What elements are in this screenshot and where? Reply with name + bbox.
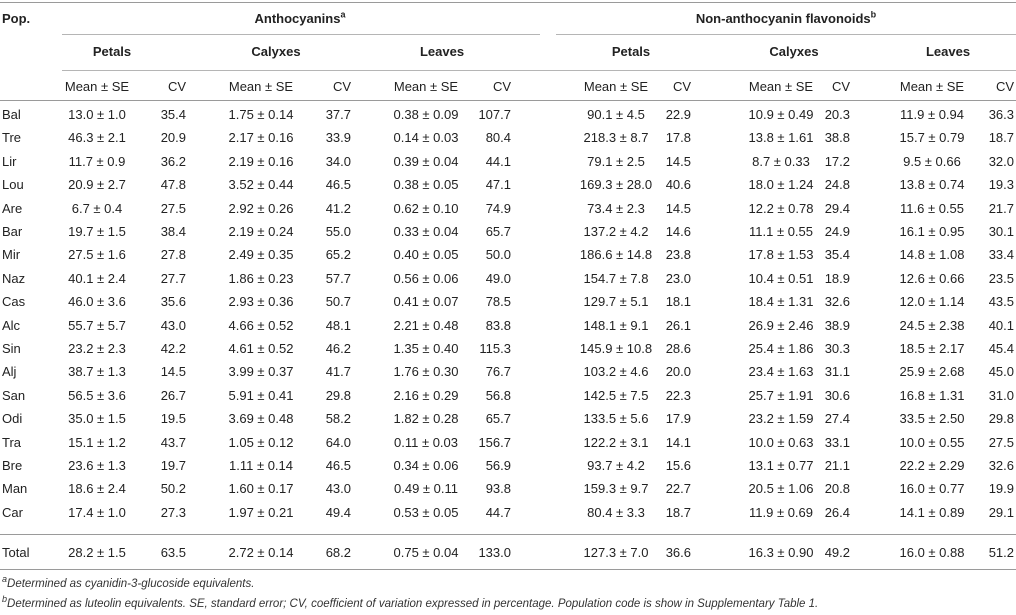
mean-se-value: 23.2 ± 2.3 [68,341,126,356]
stat-header-mean: Mean ± SE [393,79,459,94]
mean-se-value: 17.4 ± 1.0 [68,504,126,520]
cv-value: 65.7 [485,411,511,427]
cv-value: 42.2 [160,341,186,356]
mean-se-value: 90.1 ± 4.5 [587,107,645,122]
mean-se-value: 12.6 ± 0.66 [899,270,965,286]
cv-value: 32.6 [988,458,1014,473]
total-rule [0,534,1016,535]
population-code: Sin [2,341,21,356]
mean-se-value: 0.62 ± 0.10 [393,200,459,216]
mean-se-value: 0.39 ± 0.04 [393,153,459,169]
mean-se-value: 2.92 ± 0.26 [228,200,294,216]
population-code: Naz [2,270,26,286]
mean-se-value: 14.8 ± 1.08 [899,247,965,263]
population-code: Mir [2,247,21,263]
mean-se-value: 4.66 ± 0.52 [228,317,294,333]
mean-se-value: 6.7 ± 0.4 [71,200,123,216]
population-code: Tre [2,130,22,146]
mean-se-value: 1.35 ± 0.40 [393,341,459,356]
mean-se-value: 0.38 ± 0.05 [393,177,459,193]
mean-se-value: 11.7 ± 0.9 [68,153,126,169]
mean-se-value: 35.0 ± 1.5 [68,411,126,427]
cv-value: 46.5 [325,177,351,193]
mean-se-value: 218.3 ± 8.7 [583,130,649,146]
mean-se-value: 5.91 ± 0.41 [228,387,294,403]
cv-value: 14.5 [665,153,691,169]
mean-se-value: 1.11 ± 0.14 [229,458,293,473]
total-cv-value: 36.6 [665,545,691,560]
header-bottom-rule [0,100,1016,101]
cv-value: 20.9 [160,130,186,146]
cv-value: 58.2 [325,411,351,427]
mean-se-value: 10.0 ± 0.55 [899,434,965,450]
mean-se-value: 129.7 ± 5.1 [583,294,649,310]
mean-se-value: 103.2 ± 4.6 [583,364,649,380]
stat-header-cv: CV [831,79,850,94]
stat-header-cv: CV [167,79,186,94]
mean-se-value: 13.8 ± 0.74 [899,177,965,193]
mean-se-value: 0.56 ± 0.06 [393,270,459,286]
mean-se-value: 13.8 ± 1.61 [748,130,814,146]
stat-header-cv: CV [672,79,691,94]
cv-value: 43.5 [988,294,1014,310]
population-code: Tra [2,434,22,450]
cv-value: 18.7 [665,504,691,520]
tissue-header: Leaves [925,44,971,59]
mean-se-value: 24.5 ± 2.38 [899,317,965,333]
cv-value: 27.3 [160,504,186,520]
population-code: Are [2,200,23,216]
mean-se-value: 142.5 ± 7.5 [583,387,649,403]
population-code: San [2,387,26,403]
mean-se-value: 133.5 ± 5.6 [583,411,649,427]
mean-se-value: 16.8 ± 1.31 [899,387,965,403]
cv-value: 74.9 [485,200,511,216]
mean-se-value: 0.41 ± 0.07 [393,294,459,310]
cv-value: 31.1 [824,364,850,380]
total-cv-value: 49.2 [824,545,850,560]
cv-value: 50.7 [325,294,351,310]
total-mean-se-value: 16.0 ± 0.88 [899,545,965,560]
mean-se-value: 159.3 ± 9.7 [583,481,649,497]
cv-value: 46.2 [325,341,351,356]
group-rule-anthocyanins [62,34,540,35]
cv-value: 23.8 [665,247,691,263]
stat-header-mean: Mean ± SE [583,79,649,94]
mean-se-value: 1.86 ± 0.23 [228,270,294,286]
mean-se-value: 11.6 ± 0.55 [900,200,964,216]
cv-value: 32.0 [988,153,1014,169]
mean-se-value: 2.17 ± 0.16 [228,130,294,146]
cv-value: 48.1 [325,317,351,333]
mean-se-value: 40.1 ± 2.4 [68,270,126,286]
cv-value: 27.4 [824,411,850,427]
population-code: Bre [2,458,23,473]
mean-se-value: 4.61 ± 0.52 [228,341,294,356]
cv-value: 65.2 [325,247,351,263]
mean-se-value: 137.2 ± 4.2 [583,224,649,239]
cv-value: 40.6 [665,177,691,193]
cv-value: 57.7 [325,270,351,286]
total-cv-value: 63.5 [160,545,186,560]
tissue-rule [62,70,1016,71]
cv-value: 41.7 [325,364,351,380]
total-cv-value: 133.0 [478,545,511,560]
cv-value: 26.4 [824,504,850,520]
mean-se-value: 16.1 ± 0.95 [899,224,965,239]
cv-value: 20.3 [824,107,850,122]
cv-value: 56.9 [485,458,511,473]
cv-value: 156.7 [478,434,511,450]
mean-se-value: 0.40 ± 0.05 [393,247,459,263]
mean-se-value: 56.5 ± 3.6 [68,387,126,403]
cv-value: 46.5 [325,458,351,473]
tissue-header: Petals [92,44,132,59]
mean-se-value: 3.99 ± 0.37 [228,364,294,380]
cv-value: 35.4 [824,247,850,263]
cv-value: 49.4 [325,504,351,520]
cv-value: 29.8 [325,387,351,403]
cv-value: 19.7 [160,458,186,473]
cv-value: 22.7 [665,481,691,497]
population-code: Man [2,481,28,497]
cv-value: 23.0 [665,270,691,286]
total-mean-se-value: 28.2 ± 1.5 [68,545,126,560]
mean-se-value: 38.7 ± 1.3 [68,364,126,380]
mean-se-value: 16.0 ± 0.77 [899,481,965,497]
cv-value: 49.0 [485,270,511,286]
cv-value: 107.7 [478,107,511,122]
cv-value: 24.8 [824,177,850,193]
cv-value: 29.8 [988,411,1014,427]
cv-value: 43.7 [160,434,186,450]
cv-value: 26.7 [160,387,186,403]
cv-value: 15.6 [665,458,691,473]
cv-value: 21.7 [988,200,1014,216]
mean-se-value: 1.76 ± 0.30 [393,364,459,380]
mean-se-value: 122.2 ± 3.1 [583,434,649,450]
total-mean-se-value: 127.3 ± 7.0 [583,545,649,560]
population-code: Car [2,504,23,520]
mean-se-value: 12.2 ± 0.78 [748,200,814,216]
cv-value: 65.7 [485,224,511,239]
cv-value: 18.9 [824,270,850,286]
cv-value: 93.8 [485,481,511,497]
cv-value: 56.8 [485,387,511,403]
population-code: Bal [2,107,21,122]
mean-se-value: 11.1 ± 0.55 [749,224,813,239]
mean-se-value: 93.7 ± 4.2 [587,458,645,473]
population-code: Odi [2,411,23,427]
mean-se-value: 20.9 ± 2.7 [68,177,126,193]
mean-se-value: 11.9 ± 0.69 [749,504,813,520]
cv-value: 20.0 [665,364,691,380]
mean-se-value: 46.3 ± 2.1 [68,130,126,146]
cv-value: 45.0 [988,364,1014,380]
cv-value: 45.4 [988,341,1014,356]
cv-value: 14.5 [160,364,186,380]
mean-se-value: 3.69 ± 0.48 [228,411,294,427]
total-label: Total [2,545,30,560]
mean-se-value: 10.0 ± 0.63 [748,434,814,450]
cv-value: 18.7 [988,130,1014,146]
cv-value: 36.3 [988,107,1014,122]
cv-value: 19.3 [988,177,1014,193]
mean-se-value: 15.7 ± 0.79 [899,130,965,146]
cv-value: 24.9 [824,224,850,239]
mean-se-value: 13.1 ± 0.77 [748,458,814,473]
cv-value: 44.1 [485,153,511,169]
mean-se-value: 8.7 ± 0.33 [752,153,810,169]
top-rule [0,2,1016,3]
cv-value: 26.1 [665,317,691,333]
mean-se-value: 1.97 ± 0.21 [228,504,294,520]
mean-se-value: 2.21 ± 0.48 [393,317,459,333]
cv-value: 27.8 [160,247,186,263]
cv-value: 35.4 [160,107,186,122]
cv-value: 14.1 [665,434,691,450]
cv-value: 33.9 [325,130,351,146]
total-mean-se-value: 2.72 ± 0.14 [228,545,294,560]
mean-se-value: 0.38 ± 0.09 [393,107,459,122]
cv-value: 30.3 [824,341,850,356]
mean-se-value: 3.52 ± 0.44 [228,177,294,193]
cv-value: 22.3 [665,387,691,403]
cv-value: 40.1 [988,317,1014,333]
mean-se-value: 18.4 ± 1.31 [748,294,814,310]
mean-se-value: 17.8 ± 1.53 [748,247,814,263]
cv-value: 32.6 [824,294,850,310]
cv-value: 38.8 [824,130,850,146]
mean-se-value: 1.05 ± 0.12 [228,434,294,450]
cv-value: 55.0 [325,224,351,239]
cv-value: 22.9 [665,107,691,122]
footnote-a: $^a$Determined as cyanidin-3-glucoside equivalents. [2,574,255,590]
cv-value: 50.2 [160,481,186,497]
mean-se-value: 26.9 ± 2.46 [748,317,814,333]
cv-value: 33.1 [824,434,850,450]
footnote-b: $^b$Determined as luteolin equivalents. SE, standard error; CV, coefficient of variation expressed in percentage. Population code is show in Supplementary Table 1. [2,594,819,610]
cv-value: 17.8 [665,130,691,146]
cv-value: 64.0 [325,434,351,450]
mean-se-value: 10.4 ± 0.51 [748,270,814,286]
mean-se-value: 13.0 ± 1.0 [68,107,126,122]
population-code: Alj [2,364,17,380]
mean-se-value: 14.1 ± 0.89 [899,504,965,520]
total-cv-value: 51.2 [988,545,1014,560]
cv-value: 30.6 [824,387,850,403]
cv-value: 38.9 [824,317,850,333]
mean-se-value: 55.7 ± 5.7 [68,317,126,333]
mean-se-value: 1.75 ± 0.14 [228,107,294,122]
group-rule-non-anthocyanin [556,34,1016,35]
mean-se-value: 2.93 ± 0.36 [228,294,294,310]
stat-header-cv: CV [492,79,511,94]
population-code: Alc [2,317,21,333]
mean-se-value: 25.7 ± 1.91 [748,387,814,403]
mean-se-value: 2.19 ± 0.24 [228,224,294,239]
cv-value: 76.7 [485,364,511,380]
mean-se-value: 80.4 ± 3.3 [587,504,645,520]
mean-se-value: 20.5 ± 1.06 [748,481,814,497]
cv-value: 29.1 [988,504,1014,520]
cv-value: 38.4 [160,224,186,239]
cv-value: 47.8 [160,177,186,193]
cv-value: 34.0 [325,153,351,169]
mean-se-value: 12.0 ± 1.14 [899,294,965,310]
cv-value: 80.4 [485,130,511,146]
population-code: Lir [2,153,17,169]
mean-se-value: 73.4 ± 2.3 [587,200,645,216]
cv-value: 43.0 [160,317,186,333]
cv-value: 31.0 [988,387,1014,403]
cv-value: 27.7 [160,270,186,286]
mean-se-value: 25.9 ± 2.68 [899,364,965,380]
cv-value: 14.5 [665,200,691,216]
mean-se-value: 23.4 ± 1.63 [748,364,814,380]
stat-header-cv: CV [995,79,1014,94]
mean-se-value: 18.5 ± 2.17 [899,341,965,356]
mean-se-value: 10.9 ± 0.49 [748,107,814,122]
mean-se-value: 9.5 ± 0.66 [903,153,961,169]
group-header-anthocyanins: Anthocyanins$^a$ [254,9,346,26]
mean-se-value: 18.0 ± 1.24 [748,177,814,193]
mean-se-value: 2.19 ± 0.16 [228,153,294,169]
mean-se-value: 0.34 ± 0.06 [393,458,459,473]
mean-se-value: 33.5 ± 2.50 [899,411,965,427]
cv-value: 43.0 [325,481,351,497]
total-mean-se-value: 16.3 ± 0.90 [748,545,814,560]
cv-value: 36.2 [160,153,186,169]
cv-value: 17.2 [824,153,850,169]
mean-se-value: 0.33 ± 0.04 [393,224,459,239]
population-code: Lou [2,177,24,193]
tissue-header: Petals [611,44,651,59]
cv-value: 27.5 [160,200,186,216]
cv-value: 30.1 [988,224,1014,239]
mean-se-value: 27.5 ± 1.6 [68,247,126,263]
cv-value: 47.1 [485,177,511,193]
cv-value: 19.9 [988,481,1014,497]
mean-se-value: 145.9 ± 10.8 [579,341,653,356]
stat-header-mean: Mean ± SE [748,79,814,94]
cv-value: 27.5 [988,434,1014,450]
mean-se-value: 23.6 ± 1.3 [68,458,126,473]
stat-header-mean: Mean ± SE [899,79,965,94]
mean-se-value: 1.82 ± 0.28 [393,411,459,427]
cv-value: 44.7 [485,504,511,520]
cv-value: 35.6 [160,294,186,310]
cv-value: 41.2 [325,200,351,216]
mean-se-value: 46.0 ± 3.6 [68,294,126,310]
mean-se-value: 0.53 ± 0.05 [393,504,459,520]
cv-value: 33.4 [988,247,1014,263]
pop-header: Pop. [2,11,31,26]
mean-se-value: 1.60 ± 0.17 [228,481,294,497]
cv-value: 17.9 [665,411,691,427]
cv-value: 29.4 [824,200,850,216]
group-header-non-anthocyanin: Non-anthocyanin flavonoids$^b$ [695,9,877,26]
stat-header-mean: Mean ± SE [228,79,294,94]
mean-se-value: 23.2 ± 1.59 [748,411,814,427]
bottom-rule [0,569,1016,570]
cv-value: 19.5 [160,411,186,427]
cv-value: 50.0 [485,247,511,263]
cv-value: 37.7 [325,107,351,122]
mean-se-value: 2.49 ± 0.35 [228,247,294,263]
tissue-header: Calyxes [251,44,301,59]
mean-se-value: 148.1 ± 9.1 [583,317,649,333]
mean-se-value: 0.11 ± 0.03 [394,434,458,450]
stat-header-mean: Mean ± SE [64,79,130,94]
tissue-header: Leaves [419,44,465,59]
mean-se-value: 154.7 ± 7.8 [583,270,649,286]
cv-value: 28.6 [665,341,691,356]
mean-se-value: 0.49 ± 0.11 [394,481,458,497]
mean-se-value: 186.6 ± 14.8 [579,247,653,263]
mean-se-value: 79.1 ± 2.5 [587,153,645,169]
mean-se-value: 22.2 ± 2.29 [899,458,965,473]
cv-value: 20.8 [824,481,850,497]
mean-se-value: 15.1 ± 1.2 [68,434,126,450]
total-cv-value: 68.2 [325,545,351,560]
cv-value: 23.5 [988,270,1014,286]
tissue-header: Calyxes [769,44,819,59]
cv-value: 14.6 [665,224,691,239]
total-mean-se-value: 0.75 ± 0.04 [393,545,459,560]
mean-se-value: 18.6 ± 2.4 [68,481,126,497]
mean-se-value: 11.9 ± 0.94 [900,107,964,122]
cv-value: 78.5 [485,294,511,310]
cv-value: 83.8 [485,317,511,333]
mean-se-value: 25.4 ± 1.86 [748,341,814,356]
population-code: Bar [2,224,23,239]
mean-se-value: 0.14 ± 0.03 [393,130,459,146]
stat-header-cv: CV [332,79,351,94]
mean-se-value: 169.3 ± 28.0 [579,177,653,193]
population-code: Cas [2,294,26,310]
mean-se-value: 2.16 ± 0.29 [393,387,459,403]
mean-se-value: 19.7 ± 1.5 [68,224,126,239]
cv-value: 115.3 [479,341,511,356]
cv-value: 21.1 [824,458,850,473]
cv-value: 18.1 [665,294,691,310]
